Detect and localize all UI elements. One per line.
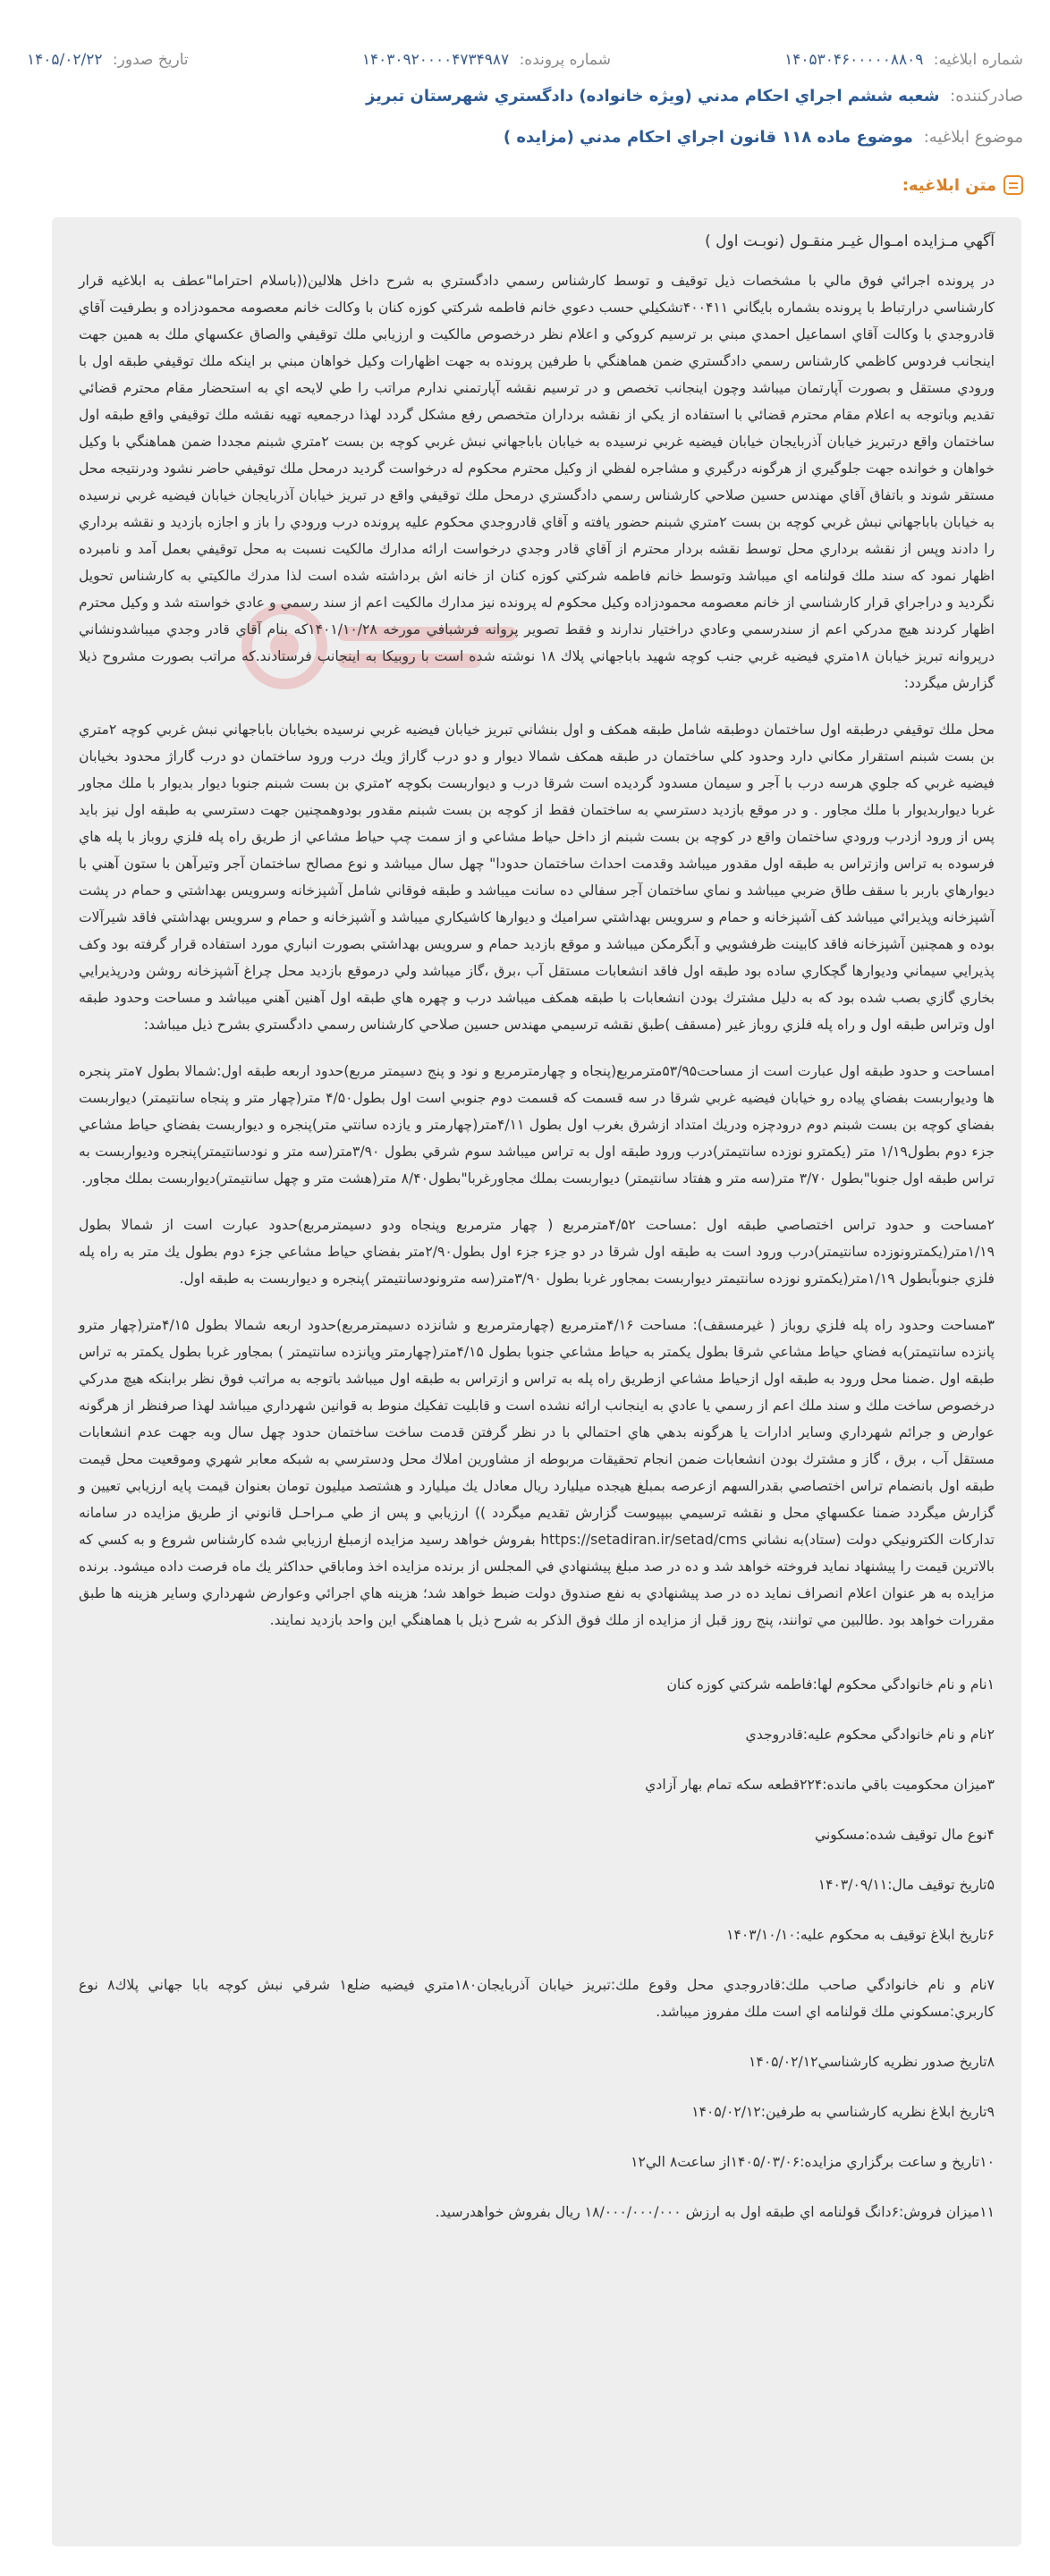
paragraph: ۲مساحت و حدود تراس اختصاصي طبقه اول :مساحت ۴/۵۲مترمربع ( چهار مترمربع وپنجاه ودو دسيمترمربع)حدود عبارت است از شمالا بطول ۱/۱۹متر(يكمترونوزده سانتيمتر)درب ورود است به طبقه اول شرقا در دو جزء جزء اول بطول۲/۹۰متر بفضاي حياط مشاعي جزء دوم بطول يك متر به راه پله فلزي جنوباًبطول ۱/۱۹متر(يكمترو نوزده سانتيمتر ديواربست بمجاور غربا بطول ۳/۹۰متر(سه مترونودسانتيمتر )پنجره و ديواربست به طبقه اول. xyxy=(79,1217,995,1287)
paragraph: امساحت و حدود طبقه اول عبارت است از مساحت۵۳/۹۵مترمربع(پنجاه و چهارمترمربع و نود و پنج دسيمتر مربع)حدود اربعه طبقه اول:شمالا بطول ۷متر پنجره ها وديواربست بفضاي پياده رو خيابان فيضيه غربي شرقا در سه قسمت كه قسمت دوم جنوبي است اول بطول۴/۵۰ متر(چهار متر و پنجاه سانتيمتر) ديواربست بفضاي كوچه بن بست شبنم دوم درودچزه ودريك امتداد ازشرق بغرب اول بطول ۴/۱۱متر(چهارمتر و يازده سانتي متر)پنجره و ديواربست بفضاي حياط مشاعي جزء دوم بطول۱/۱۹ متر (يكمترو نوزده سانتيمتر)درب ورود طبقه اول به تراس ميباشد سوم شرقي بطول ۳/۹۰متر(سه متر و نودسانتيمتر)پنجره وديواربست به تراس طبقه اول جنوبا"بطول ۳/۷۰ متر(سه متر و هفتاد سانتيمتر) ديواربست بملك مجاورغربا"بطول۸/۴۰ متر(هشت متر و چهل سانتيمتر)ديواربست بملك مجاور. xyxy=(79,1063,995,1187)
paragraph: ۳مساحت وحدود راه پله فلزي روباز ( غيرمسقف): مساحت ۴/۱۶مترمربع (چهارمترمربع و شانزده دسيمترمربع)حدود اربعه شمالا بطول ۴/۱۵متر(چهار مترو پانزده سانتيمتر)به فضاي حياط مشاعي شرقا بطول يكمتر به حياط مشاعي جنوبا بطول ۴/۱۵متر(چهارمتر وپانزده سانتيمتر ) بمجاور غربا بطول يكمتر به تراس طبقه اول .ضمنا محل ورود به طبقه اول ازحياط مشاعي ازطريق راه پله به تراس و ازتراس به طبقه اول ميباشد باتوجه به مراتب فوق نظر برابنكه هيچ مدركي درخصوص ساخت ملك و سند ملك اعم از رسمي يا عادي به اينجانب ارائه نشده است و قابليت تفكيك منوط به قوانين شهرداري ميباشد لهذا صرفنظر از هرگونه عوارض و جرائم شهرداري وساير ادارات يا هرگونه بدهي هاي احتمالي با در نظر گرفتن قدمت ساخت ساختمان حدود چهل سال وبه جهت عدم انشعابات مستقل آب ، برق ، گاز و مشترك بودن انشعابات ضمن انجام تحقيقات مربوطه از مشاورين املاك محل ودسترسي به شبكه معابر شهري وموقعيت محل قيمت طبقه اول بانضمام تراس اختصاصي بقدرالسهم ازعرصه بمبلغ هيجده ميليارد ريال معادل يك ميليارد و هشتصد ميليون تومان بعنوان قيمت پايه ارزيابي تعيين و گزارش ميگردد ضمنا عكسهاي محل و نقشه ترسيمي ببپيوست گزارش تقديم ميگردد )) ارزيابي و پس از طي مـراحـل قانوني از طريق مزايده در سامانه تداركات الكترونيكي دولت (ستاد)به نشاني https://setadiran.ir/setad/cms بفروش خواهد رسيد مزايده ازمبلغ ارزيابي شده كارشناس شروع و به كسي كه بالاترين قيمت را پيشنهاد نمايد فروخته خواهد شد و ده در صد مبلغ پيشنهادي في المجلس از برنده مزايده اخذ وماباقي حداكثر يك ماه فرصت داده ميشود. برنده مزايده به هر عنوان اعلام انصراف نمايد ده در صد پيشنهادي به نفع صندوق دولت ضبط خواهد شد؛ هزينه هاي اجرائي وعوارض شهرداري وساير هزينه ها طبق مقررات خواهد بود .طالبين مي توانند، پنج روز قبل از مزايده از ملك فوق الذكر به شرح ذيل با هماهنگي اين واحد بازديد نمايند. xyxy=(79,1317,995,1628)
notice-number-label: شماره ابلاغيه: xyxy=(933,51,1023,69)
document-icon xyxy=(1003,175,1023,195)
notice-number-value: ۱۴۰۵۳۰۴۶۰۰۰۰۰۸۸۰۹ xyxy=(784,51,924,69)
list-item: ۶تاريخ ابلاغ توقيف به محكوم عليه:۱۴۰۳/۱۰/۱۰ xyxy=(726,1927,995,1943)
list-item: ۹تاريخ ابلاغ نظريه كارشناسي به طرفين:۱۴۰۵/۰۲/۱۲ xyxy=(691,2104,995,2120)
paragraph: در پرونده اجرائي فوق مالي با مشخصات ذيل توقيف و توسط كارشناس رسمي دادگستري به شرح داخل هلالين((باسلام احتراما"عطف به ابلاغيه قرار كارشناسي درارتباط با پرونده بشماره بايگاني ۴۰۰۴۱۱تشكيلي حسب دعوي خانم فاطمه شركتي كوزه كنان با وكالت خانم معصومه محمودزاده و بطرفيت آقاي قادروجدي با وكالت آقاي اسماعيل احمدي مبني بر ترسيم كروكي و اعلام نظر درخصوص مالكيت و ارزيابي ملك توقيفي والصاق عكسهاي ملك به همين جهت اينجانب فردوس كاظمي كارشناس رسمي دادگستري ضمن هماهنگي با طرفين پرونده به جهت اظهارات وكيل خواهان مبني بر اينكه ملك توقيفي طبقه اول با ورودي مستقل و بصورت آپارتمان ميباشد وچون اينجانب تخصص و در ترسيم نقشه آپارتمني ندارم مراتب را طي لايحه اي به استحضار مقام محترم قضائي تقديم وباتوجه به اعلام مقام محترم قضائي با استفاده از يكي از نقشه برداران متخصص رفع مشكل گردد لهذا درجمعيه تهيه نقشه ملك توقيفي واقع طبقه اول ساختمان واقع درتبريز خيابان آذربايجان خيابان فيضيه غربي نرسيده به خيابان باباجهاني نبش غربي كوچه بن بست ۲متري شبنم مجددا ضمن هماهنگي با وكيل خواهان و خوانده جهت جلوگيري از هرگونه درگيري و مشاجره لفظي از وكيل محترم محكوم له درخواست گرديد درمحل ملك توقيفي حاضر نشود ودرنتيجه محل مستقر شوند و باتفاق آقاي مهندس حسين صلاحي كارشناس رسمي دادگستري درمحل ملك توقيفي واقع در تبريز خيابان آذربايجان خيابان فيضيه غربي نرسيده به خيابان باباجهاني نبش غربي كوچه بن بست ۲متري شبنم حضور يافته و آقاي قادروجدي محكوم عليه پرونده درب ورودي را باز و اجازه بازديد و نقشه برداري را دادند وپس از نقشه برداري محل توسط نقشه بردار محترم از آقاي قادر وجدي درخواست ارائه مدارك مالكيت نسبت به محل توقيفي بعمل آمد و نامبرده اظهار نمود كه سند ملك قولنامه اي ميباشد وتوسط خانم فاطمه شركتي كوزه كنان از خانه اش برداشته شده است لذا مدرك مالكيتي به كارشناس تحويل نگرديد و دراجراي قرار كارشناسي از خانم معصومه محمودزاده وكيل محكوم له پرونده نيز مدارك مالكيت اعم از سند رسمي و عادي خواسته شد و وكيل محترم اظهار كردند هيچ مدركي اعم از سندرسمي وعادي دراختيار ندارند و فقط تصوير پروانه فرشبافي مورخه ۱۴۰۱/۱۰/۲۸كه بنام آقاي قادر وجدي ميباشدونشاني درپروانه تبريز خيابان ۱۸متري فيضيه غربي جنب كوچه شهيد باباجهاني پلاك ۱۸ نوشته شده است با روبيكا به اينجانب فرستادند.كه مراتب بصورت مشروح ذيلا گزارش ميگردد: xyxy=(79,273,995,691)
list-item: ۴نوع مال توقيف شده:مسكوني xyxy=(814,1827,995,1843)
list-item: ۱۱ميزان فروش:۶دانگ قولنامه اي طبقه اول به ارزش ۱۸/۰۰۰/۰۰۰/۰۰۰ ريال بفروش خواهدرسيد. xyxy=(435,2204,995,2220)
list-item: ۷نام و نام خانوادگي صاحب ملك:قادروجدي محل وقوع ملك:تبريز خيابان آذربايجان۱۸۰متري فيضيه ضلع۱ شرقي نبش كوچه بابا جهاني پلاك۸ نوع كاربري:مسكوني ملك قولنامه اي است ملك مفروز ميباشد. xyxy=(79,1977,995,2020)
subject-label: موضوع ابلاغیه: xyxy=(923,128,1023,147)
details-list xyxy=(79,1671,995,2225)
case-number-value: ۱۴۰۳۰۹۲۰۰۰۰۴۷۳۴۹۸۷ xyxy=(361,51,510,69)
notice-text-heading-label: متن ابلاغیه: xyxy=(902,175,996,195)
case-number xyxy=(362,51,611,69)
notice-title: آگهي مـزايده امـوال غيـر منقـول (نوبـت اول ) xyxy=(705,232,995,250)
issue-date xyxy=(27,51,189,69)
issue-date-label: تاريخ صدور: xyxy=(112,51,189,69)
list-item: ۸تاريخ صدور نظريه كارشناسي۱۴۰۵/۰۲/۱۲ xyxy=(748,2054,995,2070)
issuer-row xyxy=(27,87,1023,106)
case-number-label: شماره پرونده: xyxy=(519,51,611,69)
list-item: ۱نام و نام خانوادگي محكوم لها:فاطمه شركتي كوزه كنان xyxy=(666,1677,995,1693)
notice-content xyxy=(79,228,995,2249)
list-item: ۳ميزان محكوميت باقي مانده:۲۲۴قطعه سكه تمام بهار آزادي xyxy=(645,1777,995,1793)
subject-row xyxy=(27,128,1023,147)
notice-meta-row xyxy=(27,46,1023,73)
list-item: ۵تاريخ توقيف مال:۱۴۰۳/۰۹/۱۱ xyxy=(817,1877,995,1893)
notice-number xyxy=(784,51,1023,69)
list-item: ۱۰تاريخ و ساعت برگزاري مزايده:۱۴۰۵/۰۳/۰۶از ساعت۸ الي۱۲ xyxy=(631,2154,995,2170)
paragraph: محل ملك توقيفي درطبقه اول ساختمان دوطبقه شامل طبقه همكف و اول بنشاني تبريز خيابان فيضيه غربي نرسيده بخيابان باباجهاني نبش غربي كوچه ۲متري بن بست شبنم استقرار مكاني دارد وحدود كلي ساختمان در طبقه همكف شمالا ديوار و دو درب گاراژ ويك درب ورود ساختمان دو درب گاراژ محدود بخيابان فيضيه غربي كه جلوي هرسه درب با آجر و سيمان مسدود گرديده است شرقا درب و ديواربست بكوچه ۲متري بن بست شبنم جنوبا ديوار بديوار با ملك مجاور غربا ديواربديوار با ملك مجاور . و در موقع بازديد دسترسي به ساختمان فقط از كوچه بن بست شبنم مقدور بودوهمچنين جهت دسترسي به طبقه اول نيز بايد پس از ورود ازدرب ورودي ساختمان واقع در كوچه بن بست شبنم از داخل حياط مشاعي و از سمت چپ حياط مشاعي از طريق راه پله فلزي روباز با پله هاي فرسوده به تراس وازتراس به طبقه اول مقدور ميباشد وقدمت احداث ساختمان حدودا" چهل سال ميباشد و نوع مصالح ساختمان آجر وتيرآهن با ستون آهني با ديوارهاي باربر با سقف طاق ضربي ميباشد و نماي ساختمان آجر سفالي ده سانت ميباشد و طبقه فوقاني شامل آشپزخانه وسرويس بهداشتي و حمام در پشت آشپزخانه وپذيرائي ميباشد كف آشپزخانه و حمام و سرويس بهداشتي سراميك و ديوارها كاشيكاري ميباشد و آشپزخانه و حمام و سرويس بهداشتي فاقد شيرآلات بوده و همچنين آشپزخانه فاقد كابينت ظرفشويي و آبگرمكن ميباشد و موقع بازديد حمام و سرويس بهداشتي بصورت انباري مورد استفاده قرار گرفته بود وكف پذيرايي سيماني وديوارها گچكاري ساده بود طبقه اول فاقد انشعابات مستقل آب ،برق ،گاز ميباشد ولي درموقع بازديد محل چراغ آشپزخانه روشن ودرپذيرايي بخاري گازي بصب شده بود كه به دليل مشترك بودن انشعابات با طبقه همكف ميباشد درب و چهره هاي طبقه اول آهنين آهني ميباشد و مساحت وحدود طبقه اول وتراس طبقه اول و راه پله فلزي روباز غير (مسقف )طبق نقشه ترسيمي مهندس حسين صلاحي كارشناس رسمي دادگستري بشرح ذيل ميباشد: xyxy=(79,722,995,1033)
issue-date-value: ۱۴۰۵/۰۲/۲۲ xyxy=(27,51,103,69)
list-item: ۲نام و نام خانوادگي محكوم عليه:قادروجدي xyxy=(745,1727,995,1743)
issuer-label: صادرکننده: xyxy=(950,87,1023,106)
subject-value: موضوع ماده ۱۱۸ قانون اجراي احكام مدني (مزايده ) xyxy=(503,128,913,147)
notice-content-box xyxy=(52,217,1021,2546)
issuer-value: شعبه ششم اجراي احكام مدني (ويژه خانواده) دادگستري شهرستان تبريز xyxy=(365,87,940,106)
notice-text-heading xyxy=(902,175,1023,195)
